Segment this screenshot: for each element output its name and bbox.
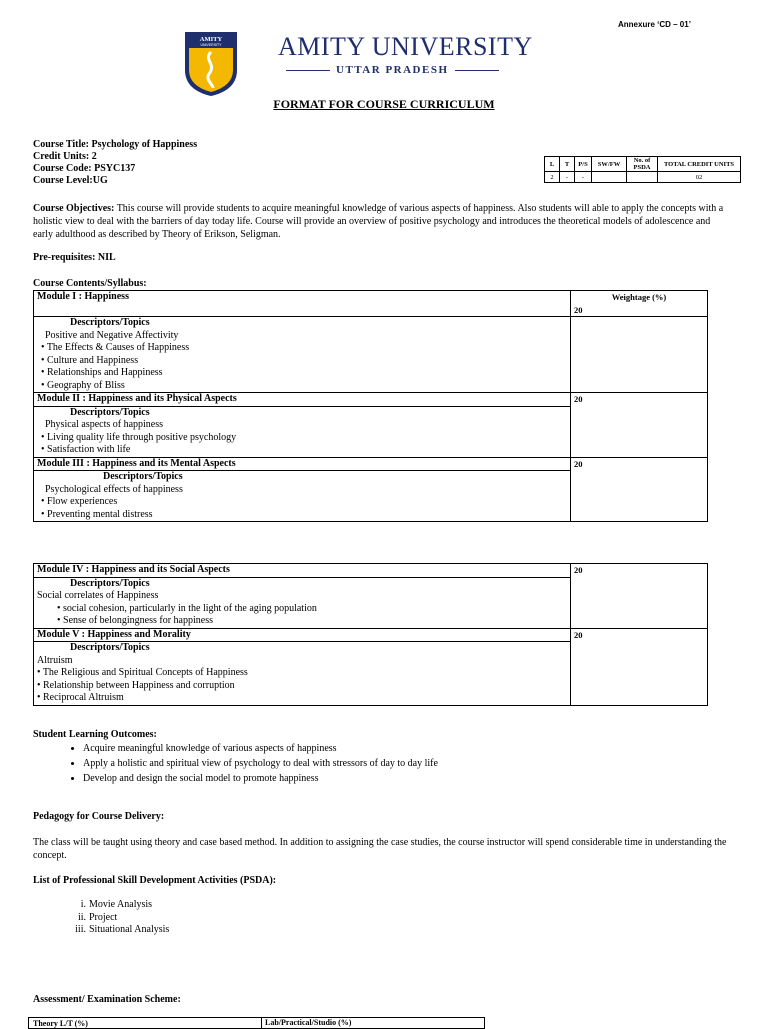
university-subtitle: UTTAR PRADESH <box>286 64 499 76</box>
module-title: Module IV : Happiness and its Social Aspects <box>34 564 571 578</box>
assessment-table: Theory L/T (%) Lab/Practical/Studio (%) <box>28 1017 485 1029</box>
weightage-header: Weightage (%) 20 <box>571 291 708 317</box>
university-name: AMITY UNIVERSITY <box>278 32 533 61</box>
svg-text:UNIVERSITY: UNIVERSITY <box>200 43 222 47</box>
pedagogy-text: The class will be taught using theory and case based method. In addition to assigning the case studies, the course instructor will spend considerable time in understanding the concept. <box>33 837 727 861</box>
credit-table: L T P/S SW/FW No. of PSDA TOTAL CREDIT UNITS 2 - - 02 <box>544 156 741 183</box>
modules-table-1: Module I : Happiness Weightage (%) 20 Descriptors/Topics Positive and Negative Affectivity • The Effects & Causes of Happiness • Culture and Happiness • Relationships and Happiness • Geography of Bliss Module II : Happiness and its Physical Aspects 20 Descriptors/Topics Physical aspects of happiness • Living quality life through positive psychology • Satisfaction with life Module III : Happiness and its Mental Aspects 20 Descriptors/Topics Psychological effects of happiness • Flow experiences • Preventing mental distress <box>33 290 708 522</box>
module-title: Module II : Happiness and its Physical Aspects <box>34 393 571 407</box>
course-meta: Course Title: Psychology of Happiness Credit Units: 2 Course Code: PSYC137 Course Level:UG <box>33 139 198 186</box>
module-topics: Descriptors/Topics Altruism • The Religious and Spiritual Concepts of Happiness • Relationship between Happiness and corruption • Reciprocal Altruism <box>34 642 571 706</box>
prerequisites: Pre-requisites: NIL <box>33 252 116 263</box>
slo-list: • Acquire meaningful knowledge of various aspects of happiness • Apply a holistic and spiritual view of psychology to deal with stressors of day to day life • Develop and design the social model to promote happiness <box>33 741 728 786</box>
module-title: Module III : Happiness and its Mental Aspects <box>34 457 571 471</box>
module-topics: Descriptors/Topics Psychological effects of happiness • Flow experiences • Preventing mental distress <box>34 471 571 522</box>
amity-logo-icon <box>183 30 239 98</box>
psda-label: List of Professional Skill Development Activities (PSDA): <box>33 875 277 886</box>
module-topics: Descriptors/Topics Social correlates of Happiness • social cohesion, particularly in the light of the aging population • Sense of belongingness for happiness <box>34 577 571 628</box>
contents-label: Course Contents/Syllabus: <box>33 278 147 289</box>
pedagogy-label: Pedagogy for Course Delivery: <box>33 811 165 822</box>
annexure-label: Annexure ‘CD – 01’ <box>618 20 691 29</box>
course-objectives: Course Objectives: This course will provide students to acquire meaningful knowledge of various aspects of happiness. Also students will able to apply the concepts with a holistic view to deal with the barriers of day today life. Course will provide an overview of positive psychology and introduces the theoretical models of adolescence and early adulthood as described by Theory of Erikson, Seligman. <box>33 203 724 240</box>
modules-table-2: Module IV : Happiness and its Social Aspects 20 Descriptors/Topics Social correlates of Happiness • social cohesion, particularly in the light of the aging population • Sense of belongingness for happiness Module V : Happiness and Morality 20 Descriptors/Topics Altruism • The Religious and Spiritual Concepts of Happiness • Relationship between Happiness and corruption • Reciprocal Altruism <box>33 563 708 706</box>
assessment-label: Assessment/ Examination Scheme: <box>33 994 181 1005</box>
module-title: Module V : Happiness and Morality <box>34 628 571 642</box>
psda-list: i. Movie Analysis ii. Project iii. Situational Analysis <box>75 899 170 935</box>
format-title: FORMAT FOR COURSE CURRICULUM <box>273 97 495 111</box>
svg-text:AMITY: AMITY <box>199 36 223 43</box>
slo-label: Student Learning Outcomes: <box>33 729 157 740</box>
module-title: Module I : Happiness <box>34 291 571 317</box>
module-topics: Descriptors/Topics Physical aspects of happiness • Living quality life through positive psychology • Satisfaction with life <box>34 406 571 457</box>
module-topics: Descriptors/Topics Positive and Negative Affectivity • The Effects & Causes of Happiness • Culture and Happiness • Relationships and Happiness • Geography of Bliss <box>34 317 571 393</box>
